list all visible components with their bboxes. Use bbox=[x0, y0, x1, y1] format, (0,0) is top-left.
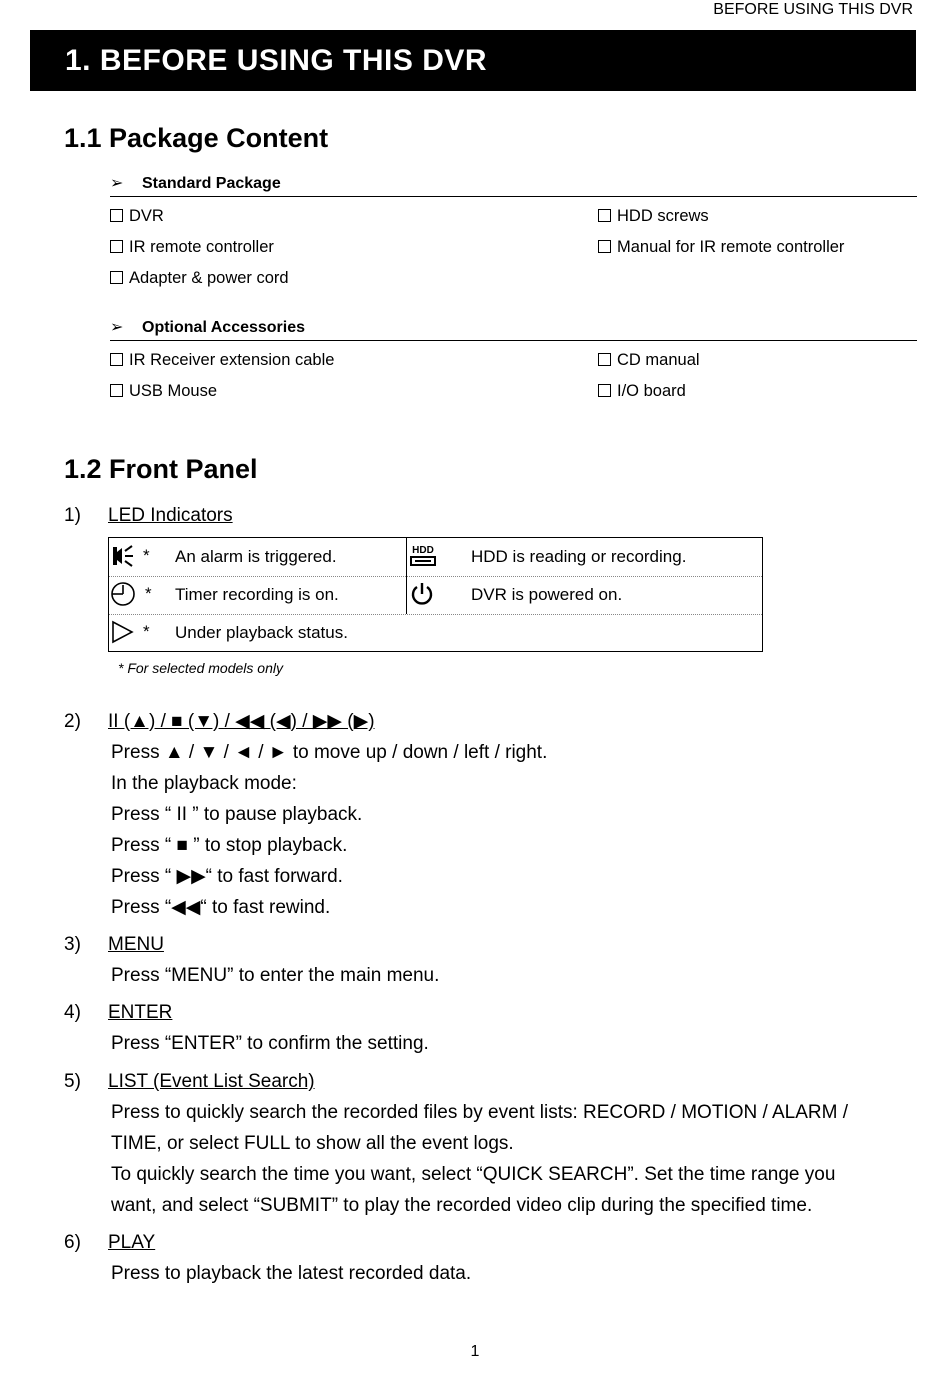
item-number: 3) bbox=[64, 934, 81, 955]
checkbox-icon bbox=[110, 353, 123, 366]
checkbox-icon bbox=[598, 353, 611, 366]
timer-icon bbox=[110, 581, 136, 607]
checkbox-icon bbox=[598, 209, 611, 222]
table-divider bbox=[406, 538, 407, 614]
arrow-bullet-icon: ➢ bbox=[110, 175, 124, 192]
standard-package-heading: ➢ Standard Package bbox=[110, 174, 917, 197]
led-description: Timer recording is on. bbox=[175, 585, 339, 604]
checkbox-icon bbox=[110, 271, 123, 284]
section-heading-package-content: 1.1 Package Content bbox=[64, 123, 329, 153]
checkbox-icon bbox=[598, 384, 611, 397]
model-note-star: * bbox=[145, 584, 152, 603]
hdd-icon bbox=[409, 543, 437, 569]
alarm-icon bbox=[110, 543, 136, 569]
body-text: To quickly search the time you want, select “QUICK SEARCH”. Set the time range you bbox=[111, 1164, 836, 1185]
navigation-buttons-title: II (▲) / ■ (▼) / ◀◀ (◀) / ▶▶ (▶) bbox=[108, 711, 375, 732]
list-title: LIST (Event List Search) bbox=[108, 1071, 315, 1092]
led-indicators-title: LED Indicators bbox=[108, 505, 233, 526]
play-title: PLAY bbox=[108, 1232, 156, 1253]
body-text: Press “ENTER” to confirm the setting. bbox=[111, 1033, 429, 1054]
item-number: 1) bbox=[64, 505, 81, 526]
body-text: In the playback mode: bbox=[111, 773, 297, 794]
led-description: HDD is reading or recording. bbox=[471, 547, 687, 566]
body-text: Press “ ■ ” to stop playback. bbox=[111, 835, 348, 856]
optional-accessories-heading: ➢ Optional Accessories bbox=[110, 318, 917, 341]
footnote: * For selected models only bbox=[118, 660, 283, 676]
led-description: Under playback status. bbox=[175, 623, 348, 642]
checkbox-icon bbox=[598, 240, 611, 253]
section-heading-front-panel: 1.2 Front Panel bbox=[64, 454, 258, 484]
body-text: Press to quickly search the recorded files by event lists: RECORD / MOTION / ALARM / bbox=[111, 1102, 849, 1123]
led-indicator-table bbox=[108, 537, 763, 652]
accessory-item: IR Receiver extension cable bbox=[110, 350, 334, 370]
led-description: An alarm is triggered. bbox=[175, 547, 337, 566]
body-text: Press ▲ / ▼ / ◄ / ► to move up / down / left / right. bbox=[111, 742, 548, 763]
body-text: TIME, or select FULL to show all the event logs. bbox=[111, 1133, 514, 1154]
checkbox-icon bbox=[110, 240, 123, 253]
menu-title: MENU bbox=[108, 934, 164, 955]
led-row bbox=[109, 576, 762, 615]
accessory-item: I/O board bbox=[598, 381, 686, 401]
checkbox-icon bbox=[110, 384, 123, 397]
item-number: 5) bbox=[64, 1071, 81, 1092]
item-number: 6) bbox=[64, 1232, 81, 1253]
package-item: Adapter & power cord bbox=[110, 268, 289, 288]
item-number: 2) bbox=[64, 711, 81, 732]
body-text: Press “ II ” to pause playback. bbox=[111, 804, 363, 825]
accessory-item: USB Mouse bbox=[110, 381, 217, 401]
package-item: HDD screws bbox=[598, 206, 709, 226]
chapter-title: 1. BEFORE USING THIS DVR bbox=[30, 30, 916, 91]
model-note-star: * bbox=[143, 622, 150, 641]
package-item: DVR bbox=[110, 206, 164, 226]
package-item: IR remote controller bbox=[110, 237, 274, 257]
body-text: Press to playback the latest recorded data. bbox=[111, 1263, 472, 1284]
accessory-item: CD manual bbox=[598, 350, 700, 370]
body-text: want, and select “SUBMIT” to play the recorded video clip during the specified time. bbox=[111, 1195, 813, 1216]
checkbox-icon bbox=[110, 209, 123, 222]
model-note-star: * bbox=[143, 546, 150, 565]
running-header: BEFORE USING THIS DVR bbox=[713, 1, 913, 18]
body-text: Press “ ▶▶“ to fast forward. bbox=[111, 866, 343, 887]
enter-title: ENTER bbox=[108, 1002, 173, 1023]
arrow-bullet-icon: ➢ bbox=[110, 319, 124, 336]
svg-text:HDD: HDD bbox=[412, 545, 434, 556]
power-icon bbox=[409, 581, 435, 607]
body-text: Press “MENU” to enter the main menu. bbox=[111, 965, 440, 986]
page-number: 1 bbox=[470, 1343, 480, 1360]
led-row bbox=[109, 614, 762, 651]
item-number: 4) bbox=[64, 1002, 81, 1023]
play-icon bbox=[110, 619, 136, 645]
led-description: DVR is powered on. bbox=[471, 585, 623, 604]
body-text: Press “◀◀“ to fast rewind. bbox=[111, 897, 331, 918]
led-row bbox=[109, 538, 762, 577]
package-item: Manual for IR remote controller bbox=[598, 237, 844, 257]
